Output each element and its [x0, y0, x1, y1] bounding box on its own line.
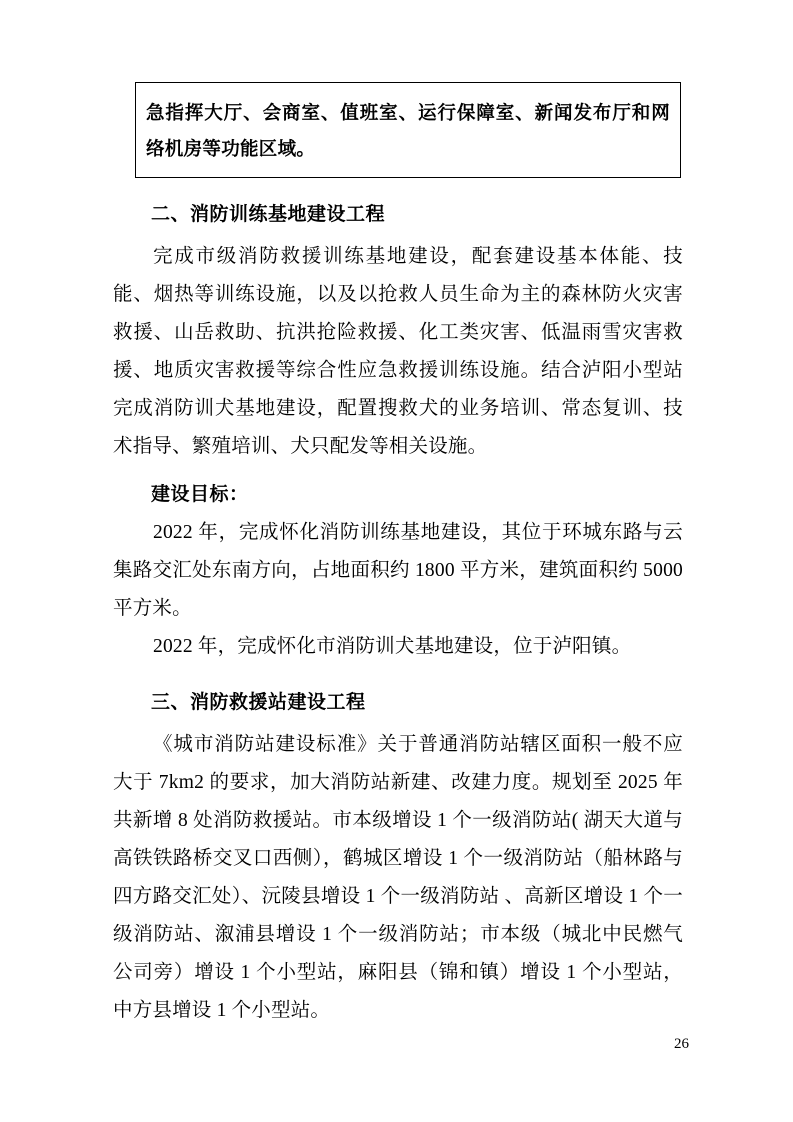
goal-paragraph-one: 2022 年，完成怀化消防训练基地建设，其位于环城东路与云集路交汇处东南方向，占地面积约 1800 平方米，建筑面积约 5000 平方米。 [113, 522, 683, 619]
construction-goal-heading: 建设目标： [151, 484, 249, 505]
goal-paragraph-two: 2022 年，完成怀化市消防训犬基地建设，位于泸阳镇。 [153, 636, 632, 657]
boxed-paragraph-text: 急指挥大厅、会商室、值班室、运行保障室、新闻发布厅和网络机房等功能区域。 [146, 102, 670, 159]
section-three-paragraph: 《城市消防站建设标准》关于普通消防站辖区面积一般不应大于 7km2 的要求，加大消防站新建、改建力度。规划至 2025 年共新增 8 处消防救援站。市本级增设 1 个一级消防站( 湖天大道与高铁铁路桥交叉口西侧），鹤城区增设 1 个一级消防站（船林路与四方路交汇处）、沅陵县增设 1 个一级消防站 、高新区增设 1 个一级消防站、溆浦县增设 1 个一级消防站；市本级（城北中民燃气公司旁）增设 1 个小型站，麻阳县（锦和镇）增设 1 个小型站，中方县增设 1 个小型站。 [113, 734, 683, 1021]
highlighted-text-box [135, 82, 681, 178]
section-heading-two: 二、消防训练基地建设工程 [151, 204, 386, 225]
section-heading-three: 三、消防救援站建设工程 [151, 692, 366, 713]
page-number: 26 [674, 1036, 689, 1052]
section-two-paragraph: 完成市级消防救援训练基地建设，配套建设基本体能、技能、烟热等训练设施，以及以抢救人员生命为主的森林防火灾害救援、山岳救助、抗洪抢险救援、化工类灾害、低温雨雪灾害救援、地质灾害救援等综合性应急救援训练设施。结合泸阳小型站完成消防训犬基地建设，配置搜救犬的业务培训、常态复训、技术指导、繁殖培训、犬只配发等相关设施。 [113, 246, 683, 457]
page-content [113, 82, 683, 1030]
